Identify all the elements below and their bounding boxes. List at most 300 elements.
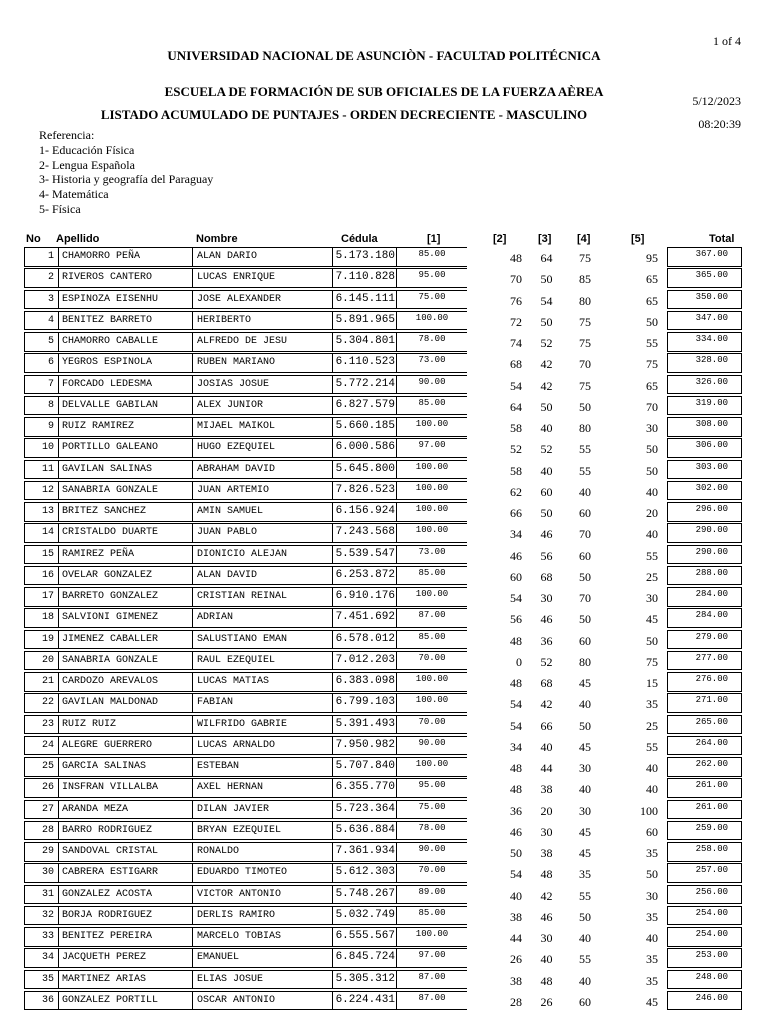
score-1-cell: 100.00 [396, 523, 467, 543]
table-row [24, 311, 742, 332]
score-2-cell: 46 [510, 824, 522, 839]
total-cell: 290.00 [667, 523, 742, 543]
score-1-cell: 85.00 [396, 906, 467, 926]
header-score-5: [5] [631, 233, 645, 245]
table-row [24, 566, 742, 587]
row-number-cell: 22 [24, 693, 58, 713]
table-row [24, 375, 742, 396]
apellido-cell: MARTINEZ ARIAS [58, 970, 192, 990]
cedula-cell: 5.305.312 [332, 970, 396, 990]
apellido-cell: BORJA RODRIGUEZ [58, 906, 192, 926]
apellido-cell: BARRETO GONZALEZ [58, 587, 192, 607]
university-title: UNIVERSIDAD NACIONAL DE ASUNCIÒN - FACULTAD POLITÉCNICA [167, 48, 601, 63]
score-1-cell: 100.00 [396, 927, 467, 947]
score-2-cell: 36 [510, 803, 522, 818]
apellido-cell: RIVEROS CANTERO [58, 268, 192, 288]
score-4-cell: 55 [579, 463, 591, 478]
score-4-cell: 60 [579, 506, 591, 520]
table-row [24, 290, 742, 311]
nombre-cell: JOSIAS JOSUE [192, 375, 332, 395]
score-3-cell: 48 [540, 867, 553, 882]
table-row [24, 842, 742, 863]
row-number-cell: 24 [24, 736, 58, 756]
cedula-cell: 7.451.692 [332, 608, 396, 628]
score-1-cell: 100.00 [396, 757, 467, 777]
cedula-cell: 7.110.828 [332, 268, 396, 288]
score-2-cell: 48 [510, 676, 522, 690]
score-2-cell: 46 [510, 548, 522, 563]
apellido-cell: RUIZ RAMIREZ [58, 417, 192, 437]
total-cell: 248.00 [667, 970, 742, 990]
cedula-cell: 5.636.884 [332, 821, 396, 841]
score-1-cell: 97.00 [396, 948, 467, 968]
cedula-cell: 6.845.724 [332, 948, 396, 968]
cedula-cell: 6.799.103 [332, 693, 396, 713]
score-3-cell: 30 [540, 824, 553, 839]
score-5-cell: 70 [646, 399, 658, 414]
score-2-cell: 70 [510, 272, 522, 287]
table-row [24, 736, 742, 757]
score-3-cell: 42 [540, 378, 553, 393]
nombre-cell: JUAN PABLO [192, 523, 332, 543]
total-cell: 334.00 [667, 332, 742, 352]
cedula-cell: 6.827.579 [332, 396, 396, 416]
score-1-cell: 100.00 [396, 460, 467, 480]
nombre-cell: LUCAS ARNALDO [192, 736, 332, 756]
page-indicator: 1 of 4 [713, 34, 741, 48]
score-2-cell: 52 [510, 442, 522, 457]
row-number-cell: 13 [24, 502, 58, 522]
table-row [24, 417, 742, 438]
score-4-cell: 45 [579, 676, 591, 690]
header-total: Total [709, 233, 735, 245]
cedula-cell: 5.612.303 [332, 863, 396, 883]
score-2-cell: 62 [510, 484, 522, 499]
nombre-cell: LUCAS ENRIQUE [192, 268, 332, 288]
total-cell: 308.00 [667, 417, 742, 437]
score-2-cell: 48 [510, 782, 522, 797]
apellido-cell: CABRERA ESTIGARR [58, 863, 192, 883]
score-2-cell: 34 [510, 527, 522, 542]
score-3-cell: 40 [540, 952, 553, 967]
table-row [24, 630, 742, 651]
total-cell: 302.00 [667, 481, 742, 501]
score-5-cell: 45 [646, 994, 658, 1009]
score-3-cell: 38 [540, 846, 553, 860]
score-3-cell: 26 [540, 994, 553, 1009]
score-4-cell: 50 [579, 569, 591, 584]
score-1-cell: 70.00 [396, 651, 467, 671]
score-5-cell: 35 [646, 909, 658, 924]
score-1-cell: 97.00 [396, 438, 467, 458]
table-row [24, 906, 742, 927]
score-1-cell: 85.00 [396, 566, 467, 586]
row-number-cell: 35 [24, 970, 58, 990]
total-cell: 328.00 [667, 353, 742, 373]
score-5-cell: 30 [646, 591, 658, 605]
nombre-cell: ELIAS JOSUE [192, 970, 332, 990]
score-2-cell: 54 [510, 378, 522, 393]
table-row [24, 438, 742, 459]
score-2-cell: 26 [510, 952, 522, 967]
nombre-cell: ESTEBAN [192, 757, 332, 777]
apellido-cell: SALVIONI GIMENEZ [58, 608, 192, 628]
nombre-cell: ABRAHAM DAVID [192, 460, 332, 480]
row-number-cell: 17 [24, 587, 58, 607]
table-row [24, 353, 742, 374]
score-3-cell: 52 [540, 336, 553, 350]
row-number-cell: 8 [24, 396, 58, 416]
score-1-cell: 70.00 [396, 715, 467, 735]
score-4-cell: 40 [579, 782, 591, 797]
table-row [24, 693, 742, 714]
score-1-cell: 75.00 [396, 290, 467, 310]
total-cell: 279.00 [667, 630, 742, 650]
score-4-cell: 75 [579, 251, 591, 265]
header-nombre: Nombre [196, 233, 238, 245]
score-3-cell: 50 [540, 314, 553, 329]
nombre-cell: RONALDO [192, 842, 332, 862]
score-2-cell: 64 [510, 399, 522, 414]
nombre-cell: SALUSTIANO EMAN [192, 630, 332, 650]
score-5-cell: 35 [646, 697, 658, 712]
apellido-cell: BENITEZ BARRETO [58, 311, 192, 331]
score-3-cell: 20 [540, 803, 553, 818]
row-number-cell: 2 [24, 268, 58, 288]
table-row [24, 587, 742, 608]
score-3-cell: 44 [540, 761, 553, 775]
row-number-cell: 7 [24, 375, 58, 395]
score-5-cell: 35 [646, 846, 658, 860]
score-1-cell: 100.00 [396, 481, 467, 501]
score-4-cell: 70 [579, 591, 591, 605]
score-2-cell: 56 [510, 612, 522, 627]
score-3-cell: 46 [540, 909, 553, 924]
nombre-cell: ALFREDO DE JESU [192, 332, 332, 352]
score-5-cell: 25 [646, 569, 658, 584]
score-3-cell: 40 [540, 421, 553, 435]
score-3-cell: 30 [540, 931, 553, 945]
nombre-cell: ADRIAN [192, 608, 332, 628]
apellido-cell: FORCADO LEDESMA [58, 375, 192, 395]
report-time: 08:20:39 [698, 117, 741, 131]
apellido-cell: JACQUETH PEREZ [58, 948, 192, 968]
score-4-cell: 75 [579, 336, 591, 350]
cedula-cell: 7.950.982 [332, 736, 396, 756]
total-cell: 367.00 [667, 247, 742, 267]
score-4-cell: 75 [579, 314, 591, 329]
score-3-cell: 64 [540, 251, 553, 265]
score-5-cell: 75 [646, 654, 658, 669]
score-2-cell: 34 [510, 739, 522, 754]
score-3-cell: 48 [540, 973, 553, 988]
cedula-cell: 6.000.586 [332, 438, 396, 458]
table-row [24, 247, 742, 268]
table-row [24, 757, 742, 778]
apellido-cell: GONZALEZ ACOSTA [58, 885, 192, 905]
score-2-cell: 68 [510, 357, 522, 372]
cedula-cell: 7.361.934 [332, 842, 396, 862]
nombre-cell: HUGO EZEQUIEL [192, 438, 332, 458]
score-1-cell: 73.00 [396, 353, 467, 373]
nombre-cell: VICTOR ANTONIO [192, 885, 332, 905]
total-cell: 288.00 [667, 566, 742, 586]
score-4-cell: 45 [579, 739, 591, 754]
score-2-cell: 50 [510, 846, 522, 860]
cedula-cell: 5.748.267 [332, 885, 396, 905]
score-1-cell: 100.00 [396, 311, 467, 331]
table-row [24, 396, 742, 417]
score-5-cell: 40 [646, 931, 658, 945]
total-cell: 326.00 [667, 375, 742, 395]
header-score-1: [1] [427, 233, 441, 245]
score-2-cell: 72 [510, 314, 522, 329]
score-3-cell: 40 [540, 739, 553, 754]
score-4-cell: 45 [579, 846, 591, 860]
cedula-cell: 5.032.749 [332, 906, 396, 926]
score-4-cell: 80 [579, 421, 591, 435]
reference-item: 2- Lengua Española [39, 157, 135, 172]
score-1-cell: 90.00 [396, 842, 467, 862]
score-4-cell: 55 [579, 442, 591, 457]
score-1-cell: 85.00 [396, 396, 467, 416]
score-2-cell: 44 [510, 931, 522, 945]
score-1-cell: 89.00 [396, 885, 467, 905]
score-1-cell: 95.00 [396, 778, 467, 798]
score-3-cell: 46 [540, 612, 553, 627]
score-5-cell: 55 [646, 739, 658, 754]
score-5-cell: 50 [646, 633, 658, 648]
table-row [24, 460, 742, 481]
score-5-cell: 60 [646, 824, 658, 839]
nombre-cell: AMIN SAMUEL [192, 502, 332, 522]
score-5-cell: 15 [646, 676, 658, 690]
score-1-cell: 78.00 [396, 332, 467, 352]
listing-title: LISTADO ACUMULADO DE PUNTAJES - ORDEN DECRECIENTE - MASCULINO [100, 107, 588, 122]
score-2-cell: 54 [510, 591, 522, 605]
apellido-cell: ESPINOZA EISENHU [58, 290, 192, 310]
score-2-cell: 48 [510, 633, 522, 648]
score-5-cell: 30 [646, 421, 658, 435]
row-number-cell: 23 [24, 715, 58, 735]
score-3-cell: 52 [540, 654, 553, 669]
score-3-cell: 68 [540, 569, 553, 584]
total-cell: 254.00 [667, 927, 742, 947]
row-number-cell: 26 [24, 778, 58, 798]
total-cell: 259.00 [667, 821, 742, 841]
header-score-4: [4] [577, 233, 591, 245]
row-number-cell: 10 [24, 438, 58, 458]
score-2-cell: 38 [510, 909, 522, 924]
table-row [24, 885, 742, 906]
nombre-cell: EMANUEL [192, 948, 332, 968]
nombre-cell: JOSE ALEXANDER [192, 290, 332, 310]
score-5-cell: 25 [646, 718, 658, 733]
table-row [24, 545, 742, 566]
row-number-cell: 34 [24, 948, 58, 968]
total-cell: 276.00 [667, 672, 742, 692]
cedula-cell: 5.772.214 [332, 375, 396, 395]
cedula-cell: 5.891.965 [332, 311, 396, 331]
cedula-cell: 6.224.431 [332, 991, 396, 1011]
total-cell: 350.00 [667, 290, 742, 310]
table-row [24, 523, 742, 544]
score-2-cell: 0 [516, 654, 522, 669]
nombre-cell: OSCAR ANTONIO [192, 991, 332, 1011]
cedula-cell: 6.145.111 [332, 290, 396, 310]
table-row [24, 927, 742, 948]
nombre-cell: ALAN DAVID [192, 566, 332, 586]
total-cell: 261.00 [667, 778, 742, 798]
score-4-cell: 50 [579, 718, 591, 733]
nombre-cell: ALAN DARIO [192, 247, 332, 267]
score-4-cell: 40 [579, 484, 591, 499]
reference-item: 5- Física [39, 201, 81, 216]
apellido-cell: OVELAR GONZALEZ [58, 566, 192, 586]
cedula-cell: 6.555.567 [332, 927, 396, 947]
table-row [24, 970, 742, 991]
score-4-cell: 50 [579, 612, 591, 627]
score-5-cell: 40 [646, 782, 658, 797]
apellido-cell: SANABRIA GONZALE [58, 651, 192, 671]
score-2-cell: 28 [510, 994, 522, 1009]
score-1-cell: 100.00 [396, 672, 467, 692]
row-number-cell: 32 [24, 906, 58, 926]
nombre-cell: HERIBERTO [192, 311, 332, 331]
score-4-cell: 30 [579, 761, 591, 775]
score-3-cell: 30 [540, 591, 553, 605]
cedula-cell: 5.723.364 [332, 800, 396, 820]
score-4-cell: 50 [579, 909, 591, 924]
apellido-cell: RAMIREZ PEÑA [58, 545, 192, 565]
header-cedula: Cédula [341, 233, 378, 245]
nombre-cell: DIONICIO ALEJAN [192, 545, 332, 565]
score-4-cell: 85 [579, 272, 591, 287]
apellido-cell: SANABRIA GONZALE [58, 481, 192, 501]
score-3-cell: 42 [540, 697, 553, 712]
score-3-cell: 36 [540, 633, 553, 648]
table-row [24, 481, 742, 502]
score-3-cell: 56 [540, 548, 553, 563]
score-3-cell: 50 [540, 399, 553, 414]
score-5-cell: 55 [646, 548, 658, 563]
cedula-cell: 6.383.098 [332, 672, 396, 692]
nombre-cell: FABIAN [192, 693, 332, 713]
score-4-cell: 40 [579, 697, 591, 712]
table-row [24, 608, 742, 629]
score-3-cell: 38 [540, 782, 553, 797]
score-5-cell: 40 [646, 527, 658, 542]
row-number-cell: 21 [24, 672, 58, 692]
cedula-cell: 7.243.568 [332, 523, 396, 543]
table-row [24, 778, 742, 799]
score-3-cell: 50 [540, 506, 553, 520]
score-2-cell: 48 [510, 761, 522, 775]
table-row [24, 268, 742, 289]
score-2-cell: 48 [510, 251, 522, 265]
score-3-cell: 60 [540, 484, 553, 499]
apellido-cell: BARRO RODRIGUEZ [58, 821, 192, 841]
nombre-cell: RUBEN MARIANO [192, 353, 332, 373]
score-1-cell: 85.00 [396, 630, 467, 650]
table-row [24, 863, 742, 884]
score-5-cell: 75 [646, 357, 658, 372]
apellido-cell: GAVILAN MALDONAD [58, 693, 192, 713]
header-score-2: [2] [493, 233, 507, 245]
row-number-cell: 12 [24, 481, 58, 501]
score-1-cell: 100.00 [396, 693, 467, 713]
score-5-cell: 55 [646, 336, 658, 350]
apellido-cell: CHAMORRO PEÑA [58, 247, 192, 267]
row-number-cell: 36 [24, 991, 58, 1011]
score-2-cell: 54 [510, 867, 522, 882]
total-cell: 277.00 [667, 651, 742, 671]
cedula-cell: 5.660.185 [332, 417, 396, 437]
score-1-cell: 90.00 [396, 736, 467, 756]
score-2-cell: 60 [510, 569, 522, 584]
row-number-cell: 3 [24, 290, 58, 310]
row-number-cell: 5 [24, 332, 58, 352]
total-cell: 262.00 [667, 757, 742, 777]
nombre-cell: RAUL EZEQUIEL [192, 651, 332, 671]
score-4-cell: 80 [579, 293, 591, 308]
reference-item: 3- Historia y geografía del Paraguay [39, 172, 214, 187]
row-number-cell: 30 [24, 863, 58, 883]
reference-item: 1- Educación Física [39, 142, 135, 157]
score-1-cell: 78.00 [396, 821, 467, 841]
cedula-cell: 6.253.872 [332, 566, 396, 586]
row-number-cell: 6 [24, 353, 58, 373]
nombre-cell: DILAN JAVIER [192, 800, 332, 820]
reference-legend [39, 128, 213, 217]
nombre-cell: EDUARDO TIMOTEO [192, 863, 332, 883]
score-2-cell: 54 [510, 697, 522, 712]
row-number-cell: 1 [24, 247, 58, 267]
table-row [24, 800, 742, 821]
score-3-cell: 42 [540, 888, 553, 903]
table-row [24, 991, 742, 1012]
nombre-cell: BRYAN EZEQUIEL [192, 821, 332, 841]
apellido-cell: DELVALLE GABILAN [58, 396, 192, 416]
score-5-cell: 65 [646, 293, 658, 308]
nombre-cell: DERLIS RAMIRO [192, 906, 332, 926]
score-1-cell: 100.00 [396, 417, 467, 437]
score-5-cell: 100 [640, 803, 658, 818]
row-number-cell: 20 [24, 651, 58, 671]
row-number-cell: 18 [24, 608, 58, 628]
table-row [24, 948, 742, 969]
apellido-cell: ARANDA MEZA [58, 800, 192, 820]
row-number-cell: 15 [24, 545, 58, 565]
score-3-cell: 50 [540, 272, 553, 287]
cedula-cell: 6.578.012 [332, 630, 396, 650]
score-1-cell: 95.00 [396, 268, 467, 288]
nombre-cell: WILFRIDO GABRIE [192, 715, 332, 735]
nombre-cell: CRISTIAN REINAL [192, 587, 332, 607]
score-4-cell: 35 [579, 867, 591, 882]
score-3-cell: 46 [540, 527, 553, 542]
total-cell: 256.00 [667, 885, 742, 905]
score-5-cell: 40 [646, 761, 658, 775]
cedula-cell: 5.645.800 [332, 460, 396, 480]
row-number-cell: 31 [24, 885, 58, 905]
apellido-cell: CHAMORRO CABALLE [58, 332, 192, 352]
row-number-cell: 28 [24, 821, 58, 841]
apellido-cell: INSFRAN VILLALBA [58, 778, 192, 798]
cedula-cell: 6.355.770 [332, 778, 396, 798]
score-4-cell: 60 [579, 548, 591, 563]
row-number-cell: 9 [24, 417, 58, 437]
